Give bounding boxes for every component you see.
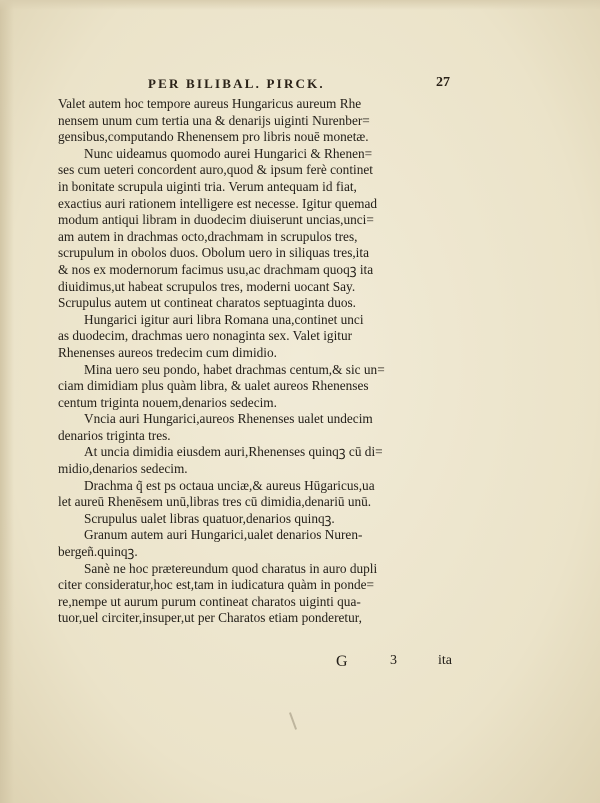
text-line: denarios triginta tres. (58, 427, 171, 443)
text-line: At uncia dimidia eiusdem auri,Rhenenses quinqꝫ cū di= (84, 444, 383, 460)
text-line: am autem in drachmas octo,drachmam in scrupulos tres, (58, 228, 358, 244)
text-line: modum antiqui libram in duodecim diuiserunt uncias,unci= (58, 212, 374, 228)
text-line: Valet autem hoc tempore aureus Hungaricus aureum Rhe (58, 96, 362, 111)
text-line: Scrupulus autem ut contineat charatos septuaginta duos. (58, 295, 356, 311)
page-number: 27 (436, 75, 450, 90)
text-line: tuor,uel circiter,insuper,ut per Charatos etiam ponderetur, (58, 610, 362, 626)
page-edge-shadow (0, 0, 14, 803)
text-line: ciam dimidiam plus quàm libra, & ualet aureos Rhenenses (58, 378, 369, 394)
text-line: let aureū Rhenēsem unū,libras tres cū dimidia,denariū unū. (58, 494, 372, 510)
text-line: Scrupulus ualet libras quatuor,denarios quinqꝫ. (84, 510, 335, 526)
text-line: Sanè ne hoc prætereundum quod charatus in auro dupli (84, 560, 378, 576)
paper-mark (289, 712, 297, 730)
catchword: ita (438, 653, 452, 668)
text-line: scrupulum in obolos duos. Obolum uero in siliquas tres,ita (58, 245, 369, 261)
text-line: citer consideratur,hoc est,tam in iudicatura quàm in ponde= (58, 577, 375, 593)
text-line: ses cum ueteri concordent auro,quod & ipsum ferè continet (58, 162, 373, 178)
signature-letter: G (336, 653, 348, 670)
text-line: bergeñ.quinqꝫ. (58, 544, 138, 560)
text-line: Rhenenses aureos tredecim cum dimidio. (58, 344, 277, 360)
text-line: in bonitate scrupula uiginti tria. Verum antequam id fiat, (58, 178, 357, 194)
running-title: PER BILIBAL. PIRCK. (148, 76, 325, 91)
signature-number: 3 (390, 653, 397, 668)
body-text (58, 96, 458, 627)
text-line: gensibus,computando Rhenensem pro libris nouē monetæ. (58, 129, 369, 145)
page-header (86, 76, 466, 96)
text-line: as duodecim, drachmas uero nonaginta sex. Valet igitur (58, 328, 353, 344)
text-line: centum triginta nouem,denarios sedecim. (58, 394, 277, 410)
text-line: nensem unum cum tertia una & denarijs uiginti Nurenber= (58, 112, 370, 128)
text-line: Mina uero seu pondo, habet drachmas centum,& sic un= (84, 361, 385, 377)
text-line: Vncia auri Hungarici,aureos Rhenenses ualet undecim (84, 411, 373, 427)
text-line: & nos ex modernorum facimus usu,ac drachmam quoqꝫ ita (58, 261, 374, 277)
text-line: Hungarici igitur auri libra Romana una,continet unci (84, 311, 364, 327)
text-line: diuidimus,ut habeat scrupulos tres, moderni uocant Say. (58, 278, 356, 294)
text-line: Granum autem auri Hungarici,ualet denarios Nuren- (84, 527, 363, 543)
page-top-shadow (0, 0, 600, 10)
text-line: midio,denarios sedecim. (58, 461, 188, 477)
text-line: re,nempe ut aurum purum contineat charatos uiginti qua- (58, 593, 361, 609)
text-line: exactius auri rationem intelligere est necesse. Igitur quemad (58, 195, 378, 211)
text-line: Drachma q̃ est ps octaua unciæ,& aureus Hūgaricus,ua (84, 477, 375, 493)
text-line: Nunc uideamus quomodo aurei Hungarici & Rhenen= (84, 145, 373, 161)
page-footer (336, 653, 476, 673)
